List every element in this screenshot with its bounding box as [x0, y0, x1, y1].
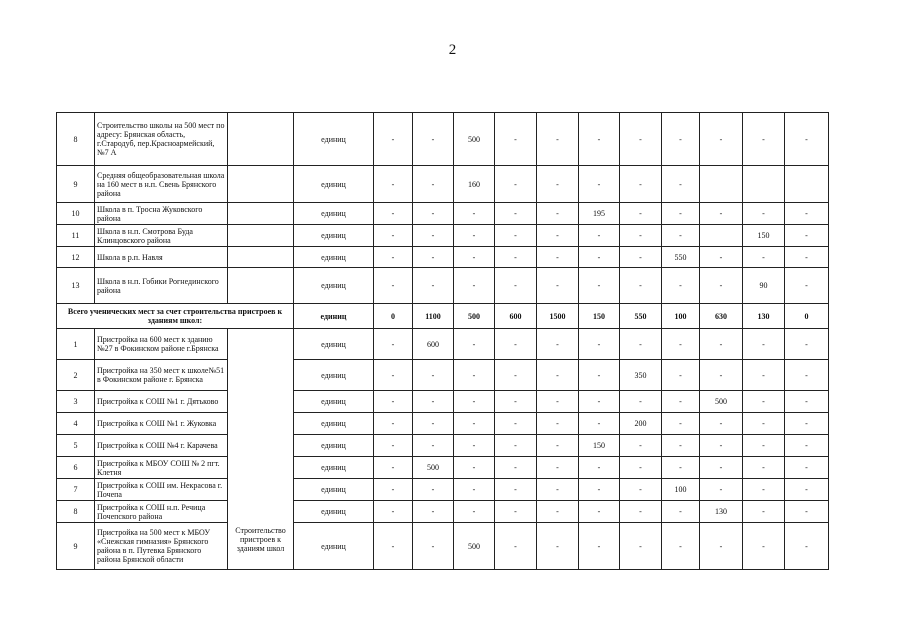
value-cell: -	[374, 247, 413, 268]
value-cell: -	[662, 435, 700, 457]
value-cell: -	[620, 113, 662, 166]
value-cell: 200	[620, 413, 662, 435]
value-cell	[700, 166, 743, 203]
table-row	[57, 247, 829, 268]
table-section-total	[57, 304, 829, 329]
value-cell: 100	[662, 479, 700, 501]
value-cell: -	[620, 479, 662, 501]
value-cell: -	[374, 435, 413, 457]
value-cell: -	[413, 391, 454, 413]
value-cell: 500	[454, 523, 495, 570]
row-unit: единиц	[294, 479, 374, 501]
row-number: 8	[57, 113, 95, 166]
value-cell: -	[620, 203, 662, 225]
value-cell: -	[785, 203, 829, 225]
value-cell: -	[413, 113, 454, 166]
value-cell: -	[495, 479, 537, 501]
row-number: 13	[57, 268, 95, 304]
value-cell: 90	[743, 268, 785, 304]
value-cell: -	[743, 501, 785, 523]
table-section-new-schools	[57, 113, 829, 304]
value-cell: -	[700, 435, 743, 457]
total-value-cell: 1100	[413, 304, 454, 329]
value-cell: -	[620, 523, 662, 570]
row-unit: единиц	[294, 523, 374, 570]
value-cell: -	[579, 457, 620, 479]
value-cell: -	[537, 413, 579, 435]
value-cell	[700, 225, 743, 247]
row-unit: единиц	[294, 435, 374, 457]
value-cell: -	[537, 523, 579, 570]
value-cell: -	[495, 166, 537, 203]
value-cell: -	[454, 203, 495, 225]
row-type-empty	[228, 247, 294, 268]
value-cell: -	[662, 413, 700, 435]
value-cell: -	[374, 391, 413, 413]
value-cell: -	[743, 360, 785, 391]
value-cell: -	[537, 203, 579, 225]
value-cell: -	[620, 457, 662, 479]
value-cell: -	[495, 203, 537, 225]
value-cell: -	[662, 225, 700, 247]
total-value-cell: 630	[700, 304, 743, 329]
value-cell: -	[785, 479, 829, 501]
value-cell: -	[743, 413, 785, 435]
row-number: 12	[57, 247, 95, 268]
value-cell: -	[700, 113, 743, 166]
value-cell: -	[785, 435, 829, 457]
table-row	[57, 113, 829, 166]
value-cell: -	[620, 166, 662, 203]
value-cell: -	[743, 435, 785, 457]
row-number: 1	[57, 329, 95, 360]
value-cell: -	[620, 391, 662, 413]
value-cell: -	[743, 523, 785, 570]
table-row	[57, 203, 829, 225]
row-unit: единиц	[294, 268, 374, 304]
value-cell: -	[785, 268, 829, 304]
value-cell: -	[495, 391, 537, 413]
table-row	[57, 360, 829, 391]
value-cell: -	[495, 501, 537, 523]
value-cell	[743, 166, 785, 203]
row-unit: единиц	[294, 501, 374, 523]
value-cell: -	[454, 479, 495, 501]
row-number: 6	[57, 457, 95, 479]
row-name: Пристройка к СОШ №1 г. Жуковка	[95, 413, 228, 435]
row-name: Средняя общеобразовательная школа на 160 мест в н.п. Свень Брянского района	[95, 166, 228, 203]
row-unit: единиц	[294, 225, 374, 247]
value-cell: -	[495, 247, 537, 268]
row-unit: единиц	[294, 413, 374, 435]
value-cell: -	[579, 360, 620, 391]
row-number: 4	[57, 413, 95, 435]
value-cell: -	[374, 523, 413, 570]
value-cell: -	[374, 360, 413, 391]
total-value-cell: 0	[374, 304, 413, 329]
value-cell: 500	[413, 457, 454, 479]
value-cell: -	[454, 329, 495, 360]
table-row	[57, 225, 829, 247]
value-cell: -	[454, 501, 495, 523]
total-value-cell: 600	[495, 304, 537, 329]
value-cell: 130	[700, 501, 743, 523]
row-type-empty	[228, 113, 294, 166]
value-cell: -	[662, 391, 700, 413]
value-cell: -	[662, 268, 700, 304]
row-number: 7	[57, 479, 95, 501]
total-value-cell: 150	[579, 304, 620, 329]
value-cell: -	[700, 247, 743, 268]
value-cell: -	[662, 523, 700, 570]
value-cell: -	[743, 457, 785, 479]
row-number: 5	[57, 435, 95, 457]
value-cell: -	[537, 457, 579, 479]
value-cell: -	[413, 360, 454, 391]
value-cell: -	[454, 457, 495, 479]
value-cell: -	[413, 413, 454, 435]
row-name: Пристройка к СОШ н.п. Речица Почепского района	[95, 501, 228, 523]
value-cell: -	[495, 523, 537, 570]
value-cell: -	[454, 413, 495, 435]
row-unit: единиц	[294, 457, 374, 479]
total-unit: единиц	[294, 304, 374, 329]
row-name: Пристройка к СОШ №1 г. Дятьково	[95, 391, 228, 413]
value-cell: -	[785, 413, 829, 435]
row-type-empty	[228, 203, 294, 225]
value-cell: -	[785, 225, 829, 247]
value-cell: -	[700, 523, 743, 570]
table-row	[57, 391, 829, 413]
value-cell: -	[413, 203, 454, 225]
value-cell: -	[700, 360, 743, 391]
value-cell: -	[495, 360, 537, 391]
total-value-cell: 130	[743, 304, 785, 329]
value-cell: -	[700, 457, 743, 479]
row-type-empty	[228, 166, 294, 203]
value-cell: -	[495, 435, 537, 457]
table-row	[57, 479, 829, 501]
value-cell: -	[785, 247, 829, 268]
value-cell: -	[662, 113, 700, 166]
row-unit: единиц	[294, 203, 374, 225]
value-cell: -	[374, 457, 413, 479]
value-cell: -	[454, 435, 495, 457]
row-unit: единиц	[294, 391, 374, 413]
row-unit: единиц	[294, 166, 374, 203]
value-cell: -	[579, 268, 620, 304]
row-unit: единиц	[294, 360, 374, 391]
table-row	[57, 413, 829, 435]
value-cell: -	[743, 329, 785, 360]
value-cell: -	[743, 113, 785, 166]
value-cell: -	[537, 225, 579, 247]
value-cell: -	[579, 225, 620, 247]
value-cell: -	[579, 247, 620, 268]
value-cell	[785, 166, 829, 203]
value-cell: -	[579, 479, 620, 501]
value-cell: -	[662, 457, 700, 479]
value-cell: 350	[620, 360, 662, 391]
value-cell: -	[374, 268, 413, 304]
value-cell: -	[537, 435, 579, 457]
value-cell: -	[785, 360, 829, 391]
value-cell: -	[454, 268, 495, 304]
table-row	[57, 435, 829, 457]
value-cell: -	[785, 391, 829, 413]
table-section-extensions	[57, 329, 829, 570]
value-cell: -	[413, 268, 454, 304]
value-cell: -	[537, 166, 579, 203]
row-number: 11	[57, 225, 95, 247]
value-cell: -	[620, 435, 662, 457]
row-type-empty	[228, 268, 294, 304]
value-cell: -	[454, 360, 495, 391]
value-cell: -	[662, 329, 700, 360]
value-cell: 600	[413, 329, 454, 360]
table-row	[57, 523, 829, 570]
section-label: Строительство пристроев к зданиям школ	[228, 329, 294, 570]
row-number: 2	[57, 360, 95, 391]
total-label: Всего ученических мест за счет строительства пристроев к зданиям школ:	[57, 304, 294, 329]
value-cell: -	[620, 247, 662, 268]
value-cell: -	[785, 113, 829, 166]
value-cell: -	[620, 225, 662, 247]
value-cell: -	[785, 501, 829, 523]
total-value-cell: 500	[454, 304, 495, 329]
value-cell: 195	[579, 203, 620, 225]
row-name: Школа в н.п. Гобики Рогнединского района	[95, 268, 228, 304]
row-name: Школа в р.п. Навля	[95, 247, 228, 268]
value-cell: -	[374, 479, 413, 501]
total-value-cell: 0	[785, 304, 829, 329]
row-unit: единиц	[294, 113, 374, 166]
value-cell: -	[700, 329, 743, 360]
value-cell: -	[700, 203, 743, 225]
value-cell: -	[413, 435, 454, 457]
value-cell: -	[495, 457, 537, 479]
value-cell: -	[785, 523, 829, 570]
row-name: Школа в н.п. Смотрова Буда Клинцовского района	[95, 225, 228, 247]
value-cell: -	[579, 501, 620, 523]
value-cell: -	[413, 501, 454, 523]
row-unit: единиц	[294, 247, 374, 268]
value-cell: -	[374, 203, 413, 225]
row-number: 10	[57, 203, 95, 225]
value-cell: -	[579, 523, 620, 570]
value-cell: -	[620, 329, 662, 360]
value-cell: -	[537, 479, 579, 501]
value-cell: -	[537, 113, 579, 166]
value-cell: -	[374, 501, 413, 523]
table-row	[57, 329, 829, 360]
value-cell: 160	[454, 166, 495, 203]
value-cell: 550	[662, 247, 700, 268]
value-cell: -	[374, 113, 413, 166]
value-cell: -	[537, 391, 579, 413]
value-cell: -	[495, 329, 537, 360]
row-name: Пристройка на 600 мест к зданию №27 в Фокинском районе г.Брянска	[95, 329, 228, 360]
value-cell: -	[537, 360, 579, 391]
value-cell: -	[743, 247, 785, 268]
table-row	[57, 268, 829, 304]
row-name: Пристройка на 350 мест к школе№51 в Фокинском районе г. Брянска	[95, 360, 228, 391]
row-name: Пристройка к СОШ им. Некрасова г. Почепа	[95, 479, 228, 501]
value-cell: 150	[579, 435, 620, 457]
value-cell: -	[374, 413, 413, 435]
value-cell: -	[579, 391, 620, 413]
row-name: Строительство школы на 500 мест по адресу: Брянская область, г.Стародуб, пер.Красноармейский, №7 А	[95, 113, 228, 166]
value-cell: -	[785, 329, 829, 360]
school-places-table	[56, 112, 829, 570]
value-cell: -	[743, 203, 785, 225]
value-cell: -	[454, 247, 495, 268]
value-cell: -	[374, 329, 413, 360]
value-cell: -	[700, 268, 743, 304]
row-number: 3	[57, 391, 95, 413]
row-number: 9	[57, 166, 95, 203]
total-row	[57, 304, 829, 329]
value-cell: -	[579, 166, 620, 203]
row-number: 8	[57, 501, 95, 523]
value-cell: -	[413, 247, 454, 268]
value-cell: 500	[454, 113, 495, 166]
value-cell: -	[374, 166, 413, 203]
row-name: Пристройка к МБОУ СОШ № 2 пгт. Клетня	[95, 457, 228, 479]
value-cell: -	[495, 268, 537, 304]
value-cell: -	[454, 391, 495, 413]
value-cell: -	[537, 329, 579, 360]
value-cell: 500	[700, 391, 743, 413]
value-cell: -	[662, 501, 700, 523]
value-cell: -	[579, 113, 620, 166]
value-cell: -	[579, 413, 620, 435]
row-number: 9	[57, 523, 95, 570]
row-name: Пристройка на 500 мест к МБОУ «Снежская гимназия» Брянского района в п. Путевка Брянского района Брянской области	[95, 523, 228, 570]
row-name: Пристройка к СОШ №4 г. Карачева	[95, 435, 228, 457]
value-cell: -	[579, 329, 620, 360]
value-cell: -	[537, 268, 579, 304]
value-cell: -	[743, 391, 785, 413]
row-name: Школа в п. Тросна Жуковского района	[95, 203, 228, 225]
table-row	[57, 457, 829, 479]
value-cell: -	[413, 523, 454, 570]
total-value-cell: 1500	[537, 304, 579, 329]
value-cell: -	[785, 457, 829, 479]
total-value-cell: 550	[620, 304, 662, 329]
value-cell: -	[662, 360, 700, 391]
value-cell: -	[413, 166, 454, 203]
value-cell: -	[620, 501, 662, 523]
value-cell: -	[413, 225, 454, 247]
value-cell: -	[537, 247, 579, 268]
value-cell: -	[662, 203, 700, 225]
value-cell: -	[743, 479, 785, 501]
table-row	[57, 166, 829, 203]
total-value-cell: 100	[662, 304, 700, 329]
value-cell: -	[537, 501, 579, 523]
value-cell: -	[620, 268, 662, 304]
value-cell: 150	[743, 225, 785, 247]
row-unit: единиц	[294, 329, 374, 360]
value-cell: -	[700, 479, 743, 501]
table-row	[57, 501, 829, 523]
value-cell: -	[495, 225, 537, 247]
value-cell: -	[662, 166, 700, 203]
page-number: 2	[448, 42, 457, 58]
value-cell: -	[495, 413, 537, 435]
row-type-empty	[228, 225, 294, 247]
value-cell: -	[454, 225, 495, 247]
value-cell: -	[700, 413, 743, 435]
value-cell: -	[413, 479, 454, 501]
value-cell: -	[374, 225, 413, 247]
value-cell: -	[495, 113, 537, 166]
